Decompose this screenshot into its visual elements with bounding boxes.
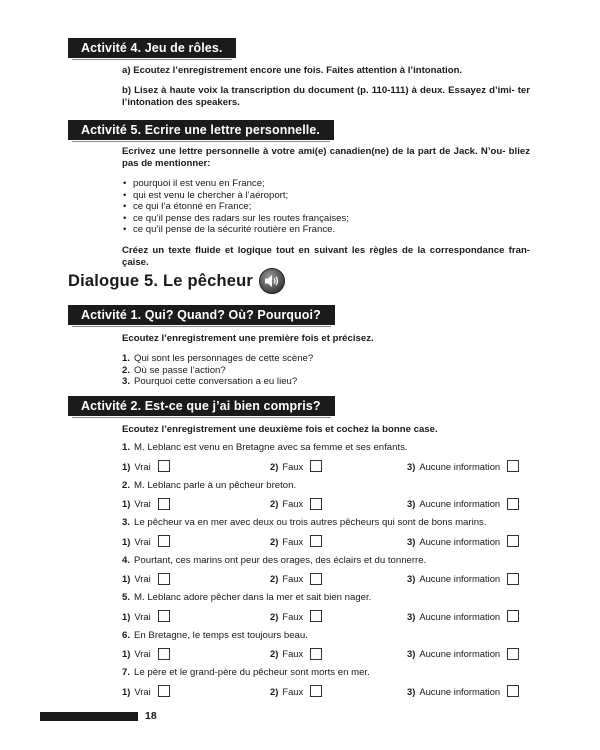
- option-number: 2): [270, 685, 279, 697]
- answer-checkbox[interactable]: [158, 535, 170, 547]
- option-number: 2): [270, 573, 279, 584]
- activity-4-body: [122, 65, 530, 117]
- option-number: 2): [270, 460, 279, 472]
- question-statement: M. Leblanc est venu en Bretagne avec sa femme et ses enfants.: [134, 442, 408, 453]
- bullet-item: • ce qu’il pense de la sécurité routière en France.: [122, 224, 530, 236]
- option-label: Vrai: [134, 610, 151, 622]
- list-item: 1. Qui sont les personnages de cette scène?: [122, 353, 314, 364]
- activity-5-intro: Ecrivez une lettre personnelle à votre ami(e) canadien(ne) de la part de Jack. N’ou- bliez pas de mentionner:: [122, 146, 530, 169]
- speaker-icon[interactable]: [259, 268, 285, 294]
- answer-options: [122, 535, 532, 549]
- answer-options: [122, 610, 532, 624]
- answer-option[interactable]: [407, 498, 519, 510]
- question-item: [122, 442, 532, 474]
- option-number: 1): [122, 573, 131, 584]
- question-statement: M. Leblanc adore pêcher dans la mer et sait bien nager.: [134, 592, 372, 603]
- answer-checkbox[interactable]: [507, 685, 519, 697]
- activity-5-banner: Activité 5. Ecrire une lettre personnelle.: [68, 120, 334, 140]
- option-number: 1): [122, 535, 131, 547]
- option-label: Aucune information: [419, 573, 501, 584]
- answer-option[interactable]: [122, 685, 170, 697]
- question-text: [122, 555, 532, 567]
- option-label: Aucune information: [419, 610, 501, 622]
- answer-option[interactable]: [407, 460, 519, 472]
- option-label: Vrai: [134, 498, 151, 509]
- activity-5-body: [122, 146, 530, 277]
- option-label: Faux: [282, 610, 304, 622]
- question-statement: Pourtant, ces marins ont peur des orages, des éclairs et du tonnerre.: [134, 554, 427, 566]
- question-text: [122, 592, 532, 604]
- answer-option[interactable]: [270, 648, 322, 660]
- activity-5-bullets: [122, 178, 530, 236]
- answer-option[interactable]: [407, 535, 519, 547]
- answer-option[interactable]: [270, 460, 322, 472]
- activity-4-banner: Activité 4. Jeu de rôles.: [68, 38, 236, 58]
- question-item: [122, 555, 532, 587]
- answer-option[interactable]: [270, 685, 322, 697]
- answer-options: [122, 460, 532, 474]
- answer-checkbox[interactable]: [158, 498, 170, 510]
- option-number: 3): [407, 535, 416, 547]
- answer-options: [122, 498, 532, 512]
- option-number: 1): [122, 685, 131, 697]
- answer-checkbox[interactable]: [158, 460, 170, 472]
- question-number: 1.: [122, 442, 131, 453]
- answer-checkbox[interactable]: [310, 498, 322, 510]
- answer-checkbox[interactable]: [158, 648, 170, 660]
- question-item: [122, 517, 532, 549]
- option-label: Faux: [282, 573, 304, 584]
- answer-option[interactable]: [407, 648, 519, 660]
- answer-option[interactable]: [270, 535, 322, 547]
- question-item: [122, 630, 532, 662]
- answer-option[interactable]: [122, 573, 170, 585]
- option-label: Aucune information: [419, 498, 501, 509]
- question-text: [122, 630, 532, 642]
- option-label: Faux: [282, 498, 304, 509]
- list-item: 2. Où se passe l’action?: [122, 364, 226, 376]
- question-statement: En Bretagne, le temps est toujours beau.: [134, 629, 308, 641]
- option-number: 3): [407, 648, 416, 659]
- option-label: Vrai: [134, 648, 151, 659]
- answer-option[interactable]: [122, 648, 170, 660]
- bullet-item: • ce qui l’a étonné en France;: [122, 201, 530, 213]
- question-number: 4.: [122, 554, 131, 566]
- answer-options: [122, 573, 532, 587]
- answer-checkbox[interactable]: [507, 460, 519, 472]
- page-number: 18: [145, 710, 157, 722]
- list-item: 3. Pourquoi cette conversation a eu lieu?: [122, 376, 298, 387]
- dialogue-title: [68, 268, 285, 294]
- option-number: 1): [122, 498, 131, 509]
- answer-options: [122, 648, 532, 662]
- activity-4-a: a) Ecoutez l’enregistrement encore une fois. Faites attention à l’intonation.: [122, 65, 463, 76]
- answer-checkbox[interactable]: [158, 610, 170, 622]
- dialogue-title-text: Dialogue 5. Le pêcheur: [68, 271, 254, 290]
- answer-option[interactable]: [407, 573, 519, 585]
- answer-option[interactable]: [407, 685, 519, 697]
- option-number: 1): [122, 460, 131, 472]
- answer-option[interactable]: [122, 460, 170, 472]
- question-item: [122, 667, 532, 699]
- dialogue-activity-2-banner: Activité 2. Est-ce que j’ai bien compris?: [68, 396, 335, 416]
- answer-checkbox[interactable]: [310, 460, 322, 472]
- option-number: 3): [407, 685, 416, 697]
- option-label: Faux: [282, 535, 304, 547]
- option-number: 3): [407, 498, 416, 509]
- bullet-item: • qui est venu le chercher à l’aéroport;: [122, 190, 530, 202]
- option-label: Aucune information: [419, 685, 501, 697]
- question-item: [122, 592, 532, 624]
- answer-checkbox[interactable]: [310, 685, 322, 697]
- option-number: 3): [407, 610, 416, 622]
- option-number: 2): [270, 535, 279, 547]
- answer-option[interactable]: [270, 498, 322, 510]
- answer-option[interactable]: [407, 610, 519, 622]
- answer-checkbox[interactable]: [507, 610, 519, 622]
- option-number: 2): [270, 610, 279, 622]
- question-text: [122, 480, 532, 492]
- answer-checkbox[interactable]: [507, 498, 519, 510]
- dialogue-activity-1-intro: Ecoutez l’enregistrement une première fois et précisez.: [122, 333, 374, 344]
- dialogue-activity-2-intro: Ecoutez l’enregistrement une deuxième fois et cochez la bonne case.: [122, 424, 438, 435]
- answer-option[interactable]: [270, 573, 322, 585]
- option-label: Vrai: [134, 535, 151, 547]
- dialogue-activity-1-body: [122, 333, 530, 388]
- answer-checkbox[interactable]: [158, 573, 170, 585]
- answer-option[interactable]: [122, 610, 170, 622]
- option-number: 2): [270, 498, 279, 509]
- answer-checkbox[interactable]: [310, 573, 322, 585]
- answer-option[interactable]: [122, 535, 170, 547]
- bullet-item: • pourquoi il est venu en France;: [122, 178, 530, 190]
- option-label: Faux: [282, 685, 304, 697]
- question-statement: Le pêcheur va en mer avec deux ou trois autres pêcheurs qui sont de bons marins.: [134, 517, 487, 528]
- question-text: [122, 517, 532, 529]
- option-label: Faux: [282, 460, 304, 472]
- answer-options: [122, 685, 532, 699]
- question-item: [122, 480, 532, 512]
- option-label: Faux: [282, 648, 304, 659]
- question-number: 7.: [122, 667, 131, 678]
- answer-checkbox[interactable]: [507, 535, 519, 547]
- answer-checkbox[interactable]: [507, 648, 519, 660]
- answer-checkbox[interactable]: [158, 685, 170, 697]
- bullet-item: • ce qu’il pense des radars sur les routes françaises;: [122, 213, 530, 225]
- question-statement: M. Leblanc parle à un pêcheur breton.: [134, 479, 297, 491]
- activity-5-outro: Créez un texte fluide et logique tout en suivant les règles de la correspondance fran- çaise.: [122, 244, 530, 268]
- answer-checkbox[interactable]: [507, 573, 519, 585]
- question-number: 6.: [122, 629, 131, 641]
- option-label: Vrai: [134, 460, 151, 472]
- option-number: 3): [407, 573, 416, 584]
- question-text: [122, 667, 532, 679]
- question-number: 3.: [122, 517, 131, 528]
- option-label: Aucune information: [419, 535, 501, 547]
- question-number: 5.: [122, 592, 131, 603]
- answer-checkbox[interactable]: [310, 610, 322, 622]
- option-number: 1): [122, 610, 131, 622]
- answer-checkbox[interactable]: [310, 535, 322, 547]
- option-label: Aucune information: [419, 460, 501, 472]
- option-number: 3): [407, 460, 416, 472]
- dialogue-activity-1-list: [122, 353, 530, 388]
- question-statement: Le père et le grand-père du pêcheur sont morts en mer.: [134, 667, 370, 678]
- question-number: 2.: [122, 479, 131, 491]
- answer-option[interactable]: [270, 610, 322, 622]
- answer-checkbox[interactable]: [310, 648, 322, 660]
- question-text: [122, 442, 532, 454]
- option-label: Vrai: [134, 685, 151, 697]
- option-label: Vrai: [134, 573, 151, 584]
- footer-bar: [40, 712, 138, 721]
- activity-4-b: b) Lisez à haute voix la transcription du document (p. 110-111) à deux. Essayez d’imi- ter l’intonation des speakers.: [122, 85, 530, 108]
- dialogue-activity-1-banner: Activité 1. Qui? Quand? Où? Pourquoi?: [68, 305, 335, 325]
- answer-option[interactable]: [122, 498, 170, 510]
- option-number: 2): [270, 648, 279, 659]
- option-number: 1): [122, 648, 131, 659]
- option-label: Aucune information: [419, 648, 501, 659]
